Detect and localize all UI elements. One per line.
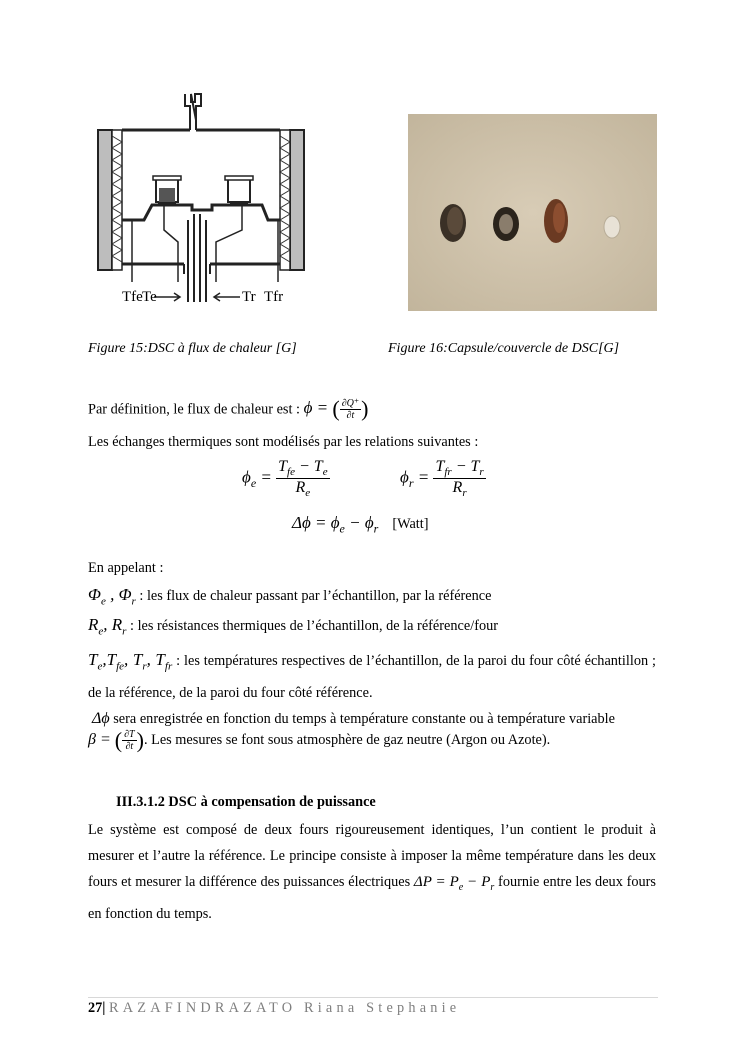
beta-line: β = ( $\frac{\partial T}{\partial t}$ ). Les mesures se font sous atmosphère de gaz neutre (Argon ou Azote). xyxy=(88,727,551,753)
compensation-paragraph xyxy=(88,817,656,927)
phi-description: : les flux de chaleur passant par l’échantillon, par la référence xyxy=(135,588,492,604)
t-definition-paragraph: $T_e,T_{fe}$, $T_r$, $T_{fr}$ : les températures respectives de l’échantillon, de la paroi du four côté échantillon ; de la référence, de la paroi du four côté référence. xyxy=(88,650,656,702)
page-number: 27 xyxy=(88,1000,103,1016)
footer-author: RAZAFINDRAZATO Riana Stephanie xyxy=(109,1000,461,1016)
compensation-text-2: fournie entre les deux fours en fonction du temps. xyxy=(88,874,656,922)
label-tr: Tr xyxy=(242,289,256,305)
section-heading: III.3.1.2 DSC à compensation de puissance xyxy=(116,794,376,810)
phi-definition-line: $\Phi_e$ , $\Phi_r$ : les flux de chaleur passant par l’échantillon, par la référence xyxy=(88,585,492,608)
label-te: Te xyxy=(142,289,157,305)
footer-separator: | xyxy=(102,1000,106,1016)
equation-phi-e: $\phi_e$ = $\frac{T_{fe} - T_e}{R_e}$ xyxy=(242,458,328,500)
label-tfr: Tfr xyxy=(264,289,284,305)
footer-divider xyxy=(88,997,658,998)
figure-15-diagram xyxy=(92,92,310,307)
page-footer xyxy=(88,1000,460,1017)
figure-16-caption: Figure 16:Capsule/couvercle de DSC[G] xyxy=(388,341,620,356)
r-definition-line: $R_e$, $R_r$ : les résistances thermiques de l’échantillon, de la référence/four xyxy=(88,615,499,638)
capsules-photo xyxy=(408,114,657,311)
delta-description: sera enregistrée en fonction du temps à température constante ou à température variable xyxy=(109,711,615,727)
equation-phi-r: $\phi_r$ = $\frac{T_{fr} - T_r}{R_r}$ xyxy=(400,458,484,500)
r-description: : les résistances thermiques de l’échantillon, de la référence/four xyxy=(126,618,499,634)
atmosphere-description: . Les mesures se font sous atmosphère de gaz neutre (Argon ou Azote). xyxy=(143,732,551,749)
delta-p-formula: $\Delta P = P_e - P_r$ xyxy=(413,874,495,893)
delta-phi-line: Δϕ sera enregistrée en fonction du temps à température constante ou à température variable xyxy=(92,710,615,727)
heat-flux-dsc-diagram xyxy=(92,92,310,307)
capsule-4 xyxy=(604,216,620,238)
figure-16-photo xyxy=(408,114,657,311)
compensation-text-1: Le système est composé de deux fours rigoureusement identiques, l’un contient le produit à mesurer et l’autre la référence. Le principe consiste à imposer la même température dans les deux fours et mesurer la différence des puissances électriques xyxy=(88,822,656,890)
flux-definition-formula: ϕ = ( $\frac{\partial Q^+}{\partial t}$ ) xyxy=(303,396,369,422)
definition-line xyxy=(88,398,368,421)
t-description: : les températures respectives de l’échantillon, de la paroi du four côté échantillon ; de la référence, de la paroi du four côté référence. xyxy=(88,653,656,702)
equation-delta-phi: $\Delta\phi = \phi_e - \phi_r$ [Watt] xyxy=(292,513,429,536)
exchanges-text: Les échanges thermiques sont modélisés par les relations suivantes : xyxy=(88,434,479,450)
figure-15-caption: Figure 15:DSC à flux de chaleur [G] xyxy=(88,341,297,356)
calling-text: En appelant : xyxy=(88,560,164,576)
label-tfe: Tfe xyxy=(122,289,143,305)
definition-text: Par définition, le flux de chaleur est : xyxy=(88,401,304,418)
unit-label: [Watt] xyxy=(392,516,429,532)
